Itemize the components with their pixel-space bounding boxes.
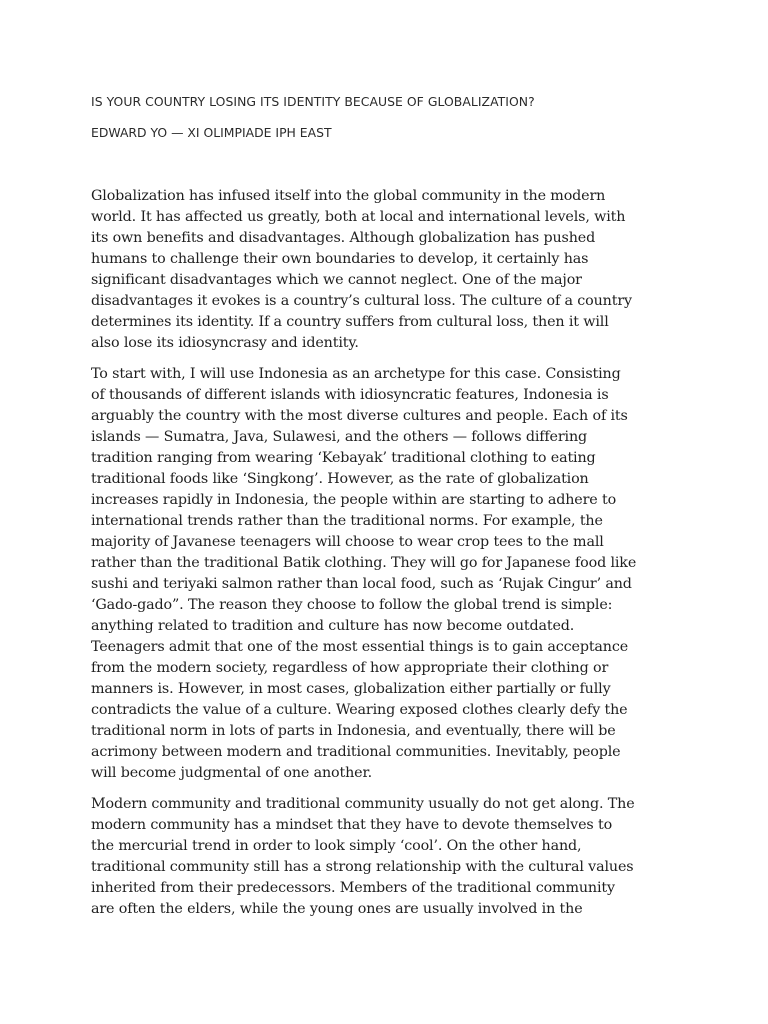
document-body <box>91 186 651 930</box>
text-line: will become judgmental of one another. <box>91 765 372 781</box>
text-line: international trends rather than the traditional norms. For example, the <box>91 513 603 529</box>
text-line: its own benefits and disadvantages. Although globalization has pushed <box>91 230 596 246</box>
text-line: are often the elders, while the young ones are usually involved in the <box>91 901 583 917</box>
text-line: the mercurial trend in order to look simply ‘cool’. On the other hand, <box>91 838 582 854</box>
paragraph <box>91 186 651 354</box>
text-line: disadvantages it evokes is a country’s cultural loss. The culture of a country <box>91 293 632 309</box>
text-line: humans to challenge their own boundaries to develop, it certainly has <box>91 251 589 267</box>
text-line: determines its identity. If a country suffers from cultural loss, then it will <box>91 314 609 330</box>
paragraph <box>91 794 651 920</box>
text-line: increases rapidly in Indonesia, the people within are starting to adhere to <box>91 492 617 508</box>
text-line: ‘Gado-gado”. The reason they choose to follow the global trend is simple: <box>91 597 613 613</box>
text-line: traditional norm in lots of parts in Indonesia, and eventually, there will be <box>91 723 616 739</box>
text-line: Modern community and traditional community usually do not get along. The <box>91 796 635 812</box>
text-line: majority of Javanese teenagers will choose to wear crop tees to the mall <box>91 534 604 550</box>
text-line: modern community has a mindset that they have to devote themselves to <box>91 817 613 833</box>
text-line: Globalization has infused itself into the global community in the modern <box>91 188 606 204</box>
text-line: anything related to tradition and culture has now become outdated. <box>91 618 575 634</box>
text-line: To start with, I will use Indonesia as an archetype for this case. Consisting <box>91 366 621 382</box>
text-line: world. It has affected us greatly, both at local and international levels, with <box>91 209 626 225</box>
text-line: arguably the country with the most diverse cultures and people. Each of its <box>91 408 628 424</box>
paragraph <box>91 364 651 784</box>
text-line: also lose its idiosyncrasy and identity. <box>91 335 359 351</box>
text-line: Teenagers admit that one of the most essential things is to gain acceptance <box>91 639 629 655</box>
text-line: acrimony between modern and traditional communities. Inevitably, people <box>91 744 621 760</box>
author-byline: EDWARD YO — XI OLIMPIADE IPH EAST <box>91 125 332 140</box>
text-line: islands — Sumatra, Java, Sulawesi, and the others — follows differing <box>91 429 588 445</box>
text-line: significant disadvantages which we cannot neglect. One of the major <box>91 272 582 288</box>
text-line: traditional foods like ‘Singkong’. However, as the rate of globalization <box>91 471 589 487</box>
text-line: contradicts the value of a culture. Wearing exposed clothes clearly defy the <box>91 702 628 718</box>
text-line: from the modern society, regardless of how appropriate their clothing or <box>91 660 609 676</box>
text-line: of thousands of different islands with idiosyncratic features, Indonesia is <box>91 387 609 403</box>
document-title: IS YOUR COUNTRY LOSING ITS IDENTITY BECAUSE OF GLOBALIZATION? <box>91 94 535 109</box>
text-line: inherited from their predecessors. Members of the traditional community <box>91 880 615 896</box>
text-line: sushi and teriyaki salmon rather than local food, such as ‘Rujak Cingur’ and <box>91 576 632 592</box>
text-line: traditional community still has a strong relationship with the cultural values <box>91 859 634 875</box>
text-line: rather than the traditional Batik clothing. They will go for Japanese food like <box>91 555 637 571</box>
text-line: manners is. However, in most cases, globalization either partially or fully <box>91 681 611 697</box>
text-line: tradition ranging from wearing ‘Kebayak’ traditional clothing to eating <box>91 450 596 466</box>
